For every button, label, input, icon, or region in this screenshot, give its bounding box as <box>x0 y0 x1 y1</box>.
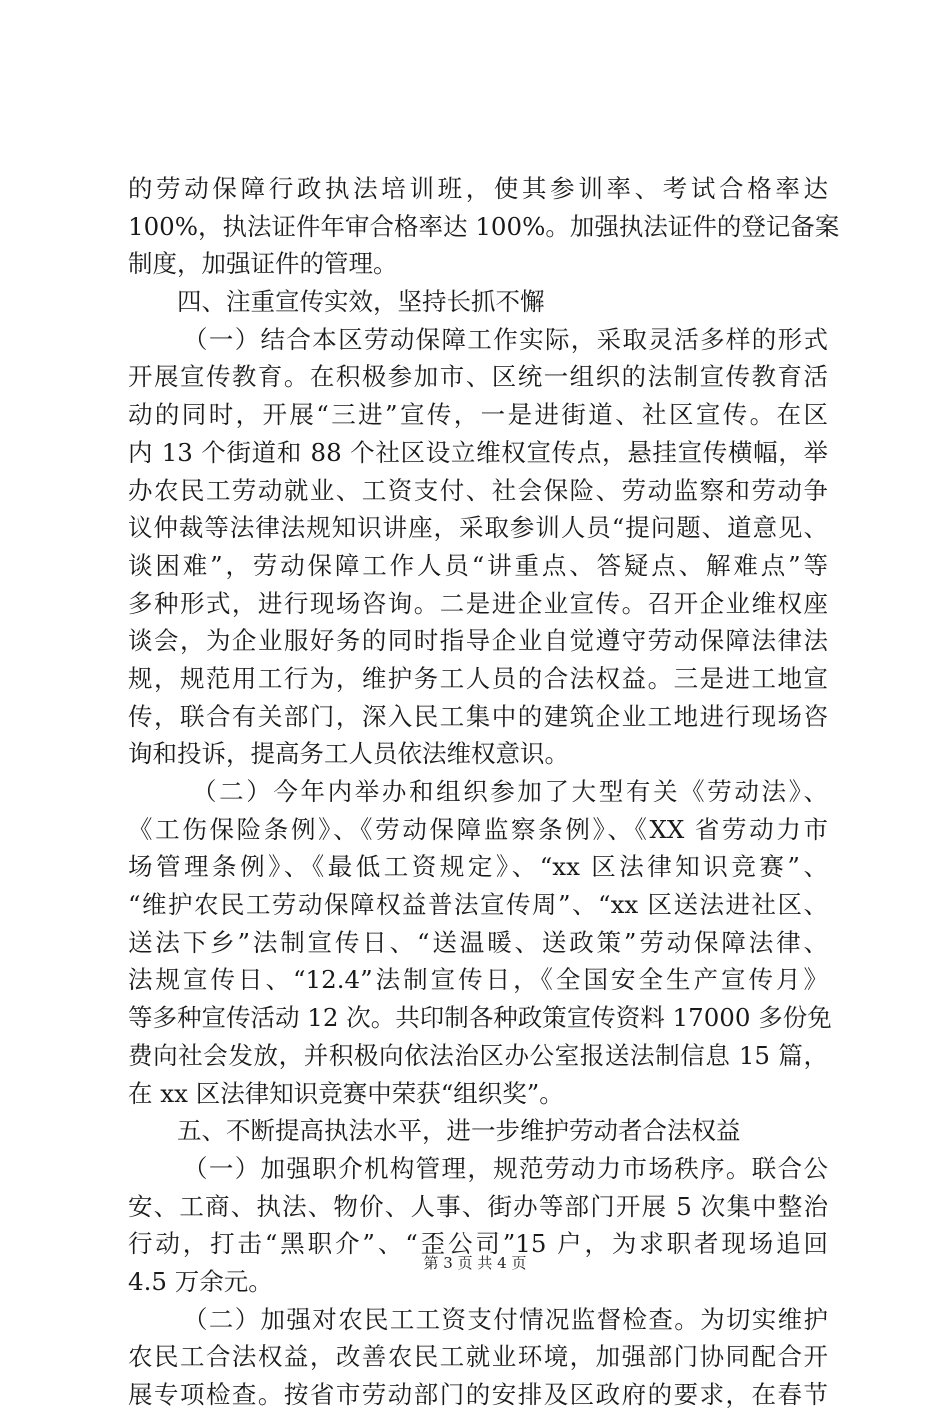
text-line: 内 13 个街道和 88 个社区设立维权宣传点，悬挂宣传横幅，举 <box>128 437 828 467</box>
text-line: 安、工商、执法、物价、人事、街办等部门开展 5 次集中整治 <box>128 1191 828 1221</box>
text-line: （一）结合本区劳动保障工作实际，采取灵活多样的形式 <box>183 324 828 354</box>
text-line: 议仲裁等法律法规知识讲座，采取参训人员“提问题、道意见、 <box>128 513 828 543</box>
text-line: 行动，打击“黑职介”、“歪公司”15 户，为求职者现场追回 <box>128 1229 828 1259</box>
page-footer: 第 3 页 共 4 页 <box>423 1254 527 1272</box>
text-line: “维护农民工劳动保障权益普法宣传周”、“xx 区送法进社区、 <box>128 890 828 920</box>
text-line: （一）加强职介机构管理，规范劳动力市场秩序。联合公 <box>183 1153 828 1183</box>
text-line: 《工伤保险条例》、《劳动保障监察条例》、《XX 省劳动力市 <box>128 814 828 844</box>
text-line: 100%，执法证件年审合格率达 100%。加强执法证件的登记备案 <box>128 211 840 241</box>
text-line: 开展宣传教育。在积极参加市、区统一组织的法制宣传教育活 <box>128 362 828 392</box>
text-line: 四、注重宣传实效，坚持长抓不懈 <box>177 287 545 317</box>
text-line: 多种形式，进行现场咨询。二是进企业宣传。召开企业维权座 <box>128 588 828 618</box>
text-line: 费向社会发放，并积极向依法治区办公室报送法制信息 15 篇， <box>128 1040 828 1070</box>
text-line: 动的同时，开展“三进”宣传，一是进街道、社区宣传。在区 <box>128 400 828 430</box>
text-line: 展专项检查。按省市劳动部门的安排及区政府的要求，在春节 <box>128 1380 828 1409</box>
text-line: 农民工合法权益，改善农民工就业环境，加强部门协同配合开 <box>128 1342 828 1372</box>
text-line: 询和投诉，提高务工人员依法维权意识。 <box>128 739 569 769</box>
text-line: 场管理条例》、《最低工资规定》、“xx 区法律知识竞赛”、 <box>128 852 828 882</box>
text-line: （二）加强对农民工工资支付情况监督检查。为切实维护 <box>183 1304 828 1334</box>
text-line: 谈困难”，劳动保障工作人员“讲重点、答疑点、解难点”等 <box>128 550 828 580</box>
text-line: 谈会，为企业服好务的同时指导企业自觉遵守劳动保障法律法 <box>128 626 828 656</box>
text-line: 五、不断提高执法水平，进一步维护劳动者合法权益 <box>177 1116 741 1146</box>
document-body <box>128 170 840 1414</box>
text-line: 送法下乡”法制宣传日、“送温暖、送政策”劳动保障法律、 <box>128 927 828 957</box>
text-line: 法规宣传日、“12.4”法制宣传日，《全国安全生产宣传月》 <box>128 965 828 995</box>
text-line: 在 xx 区法律知识竞赛中荣获“组织奖”。 <box>128 1078 564 1108</box>
text-line: （二）今年内举办和组织参加了大型有关《劳动法》、 <box>192 777 828 806</box>
text-line: 规，规范用工行为，维护务工人员的合法权益。三是进工地宣 <box>128 663 828 693</box>
text-line: 的劳动保障行政执法培训班，使其参训率、考试合格率达 <box>128 174 828 203</box>
text-line: 传，联合有关部门，深入民工集中的建筑企业工地进行现场咨 <box>128 701 828 731</box>
text-line: 制度，加强证件的管理。 <box>128 249 398 279</box>
text-line: 办农民工劳动就业、工资支付、社会保险、劳动监察和劳动争 <box>128 475 828 505</box>
text-line: 等多种宣传活动 12 次。共印制各种政策宣传资料 17000 多份免 <box>128 1003 832 1033</box>
text-line: 4.5 万余元。 <box>128 1266 273 1296</box>
